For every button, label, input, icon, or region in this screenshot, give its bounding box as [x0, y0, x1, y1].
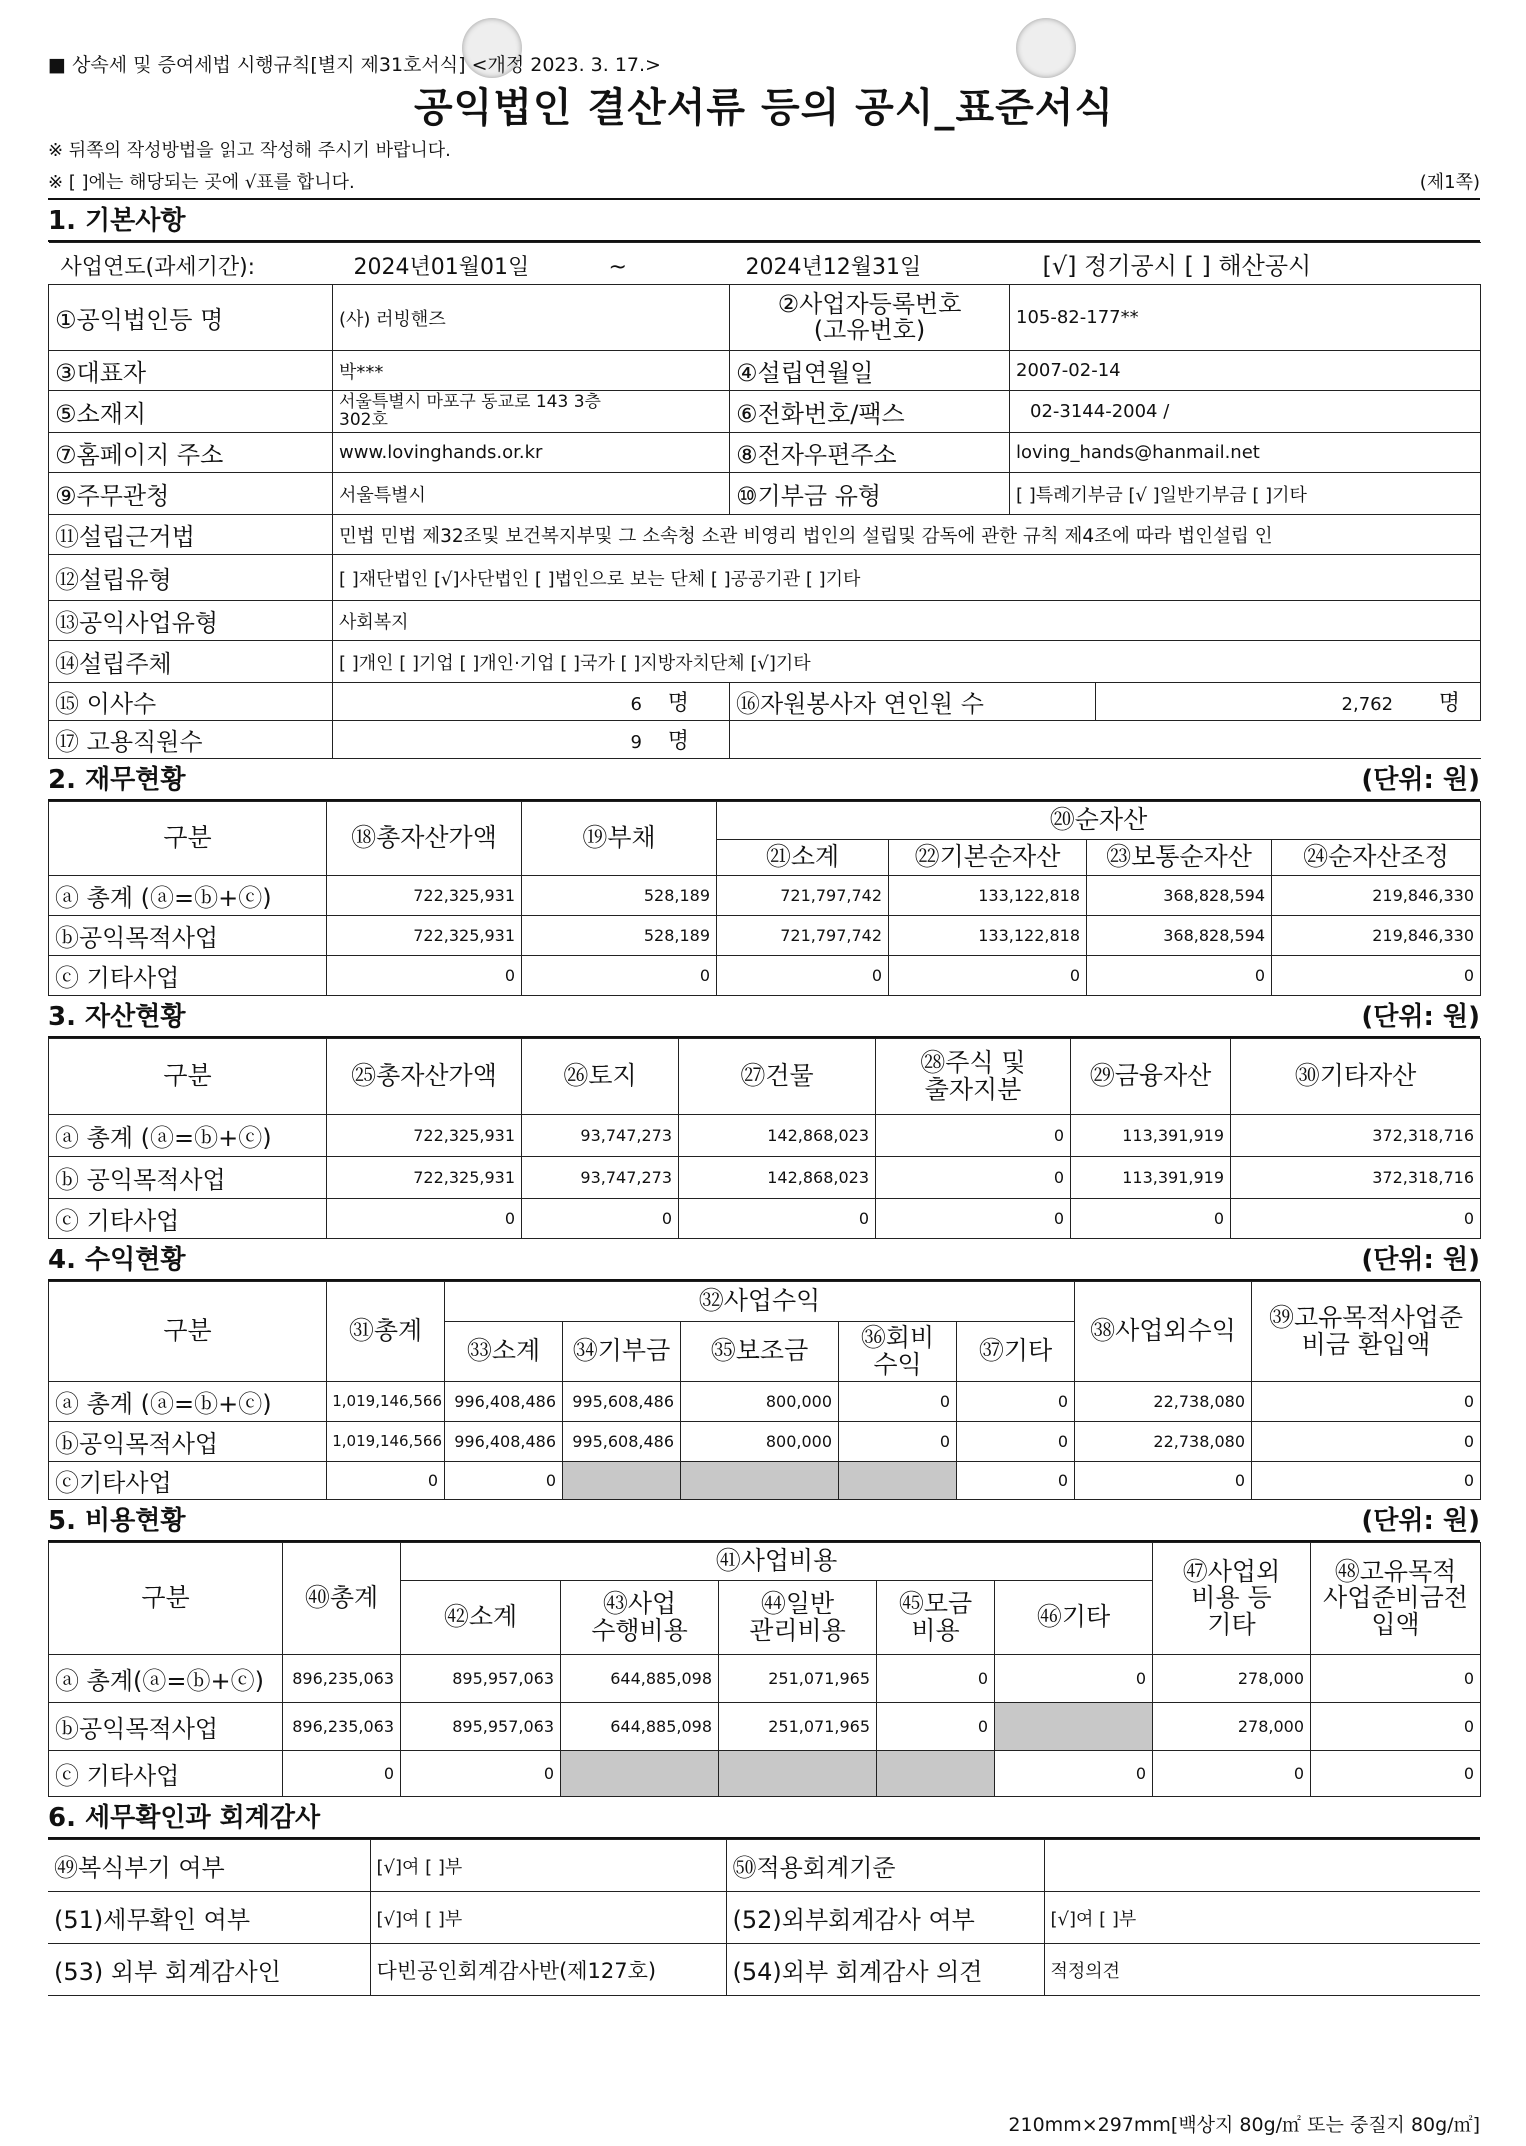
label-auditor: (53) 외부 회계감사인 [48, 1944, 370, 1996]
period-end: 2024년12월31일 [745, 255, 922, 280]
col-donations: ㉞기부금 [563, 1322, 681, 1382]
col-admin-cost: ㊹일반 관리비용 [719, 1581, 877, 1655]
double-entry: [√]여 [ ]부 [370, 1840, 726, 1892]
table-row: ⓒ 기타사업 0 0 0 0 0 0 [49, 956, 1481, 996]
label-authority: ⑨주무관청 [49, 473, 333, 515]
table-row: ⓐ 총계 (ⓐ=ⓑ+ⓒ) 722,325,931 93,747,273 142,868,023 0 113,391,919 372,318,716 [49, 1115, 1481, 1157]
col-subtotal: ㊷소계 [401, 1581, 561, 1655]
table-row: ⓐ 총계 (ⓐ=ⓑ+ⓒ) 722,325,931 528,189 721,797,742 133,122,818 368,828,594 219,846,330 [49, 876, 1481, 916]
page-number: (제1쪽) [1419, 172, 1480, 193]
address: 서울특별시 마포구 동교로 143 3층 302호 [333, 391, 730, 433]
authority: 서울특별시 [333, 473, 730, 515]
col-financial: ㉙금융자산 [1071, 1039, 1231, 1115]
homepage: www.lovinghands.or.kr [333, 433, 730, 473]
col-net-adjust: ㉔순자산조정 [1272, 840, 1481, 876]
volunteers-count: 2,762 [1341, 694, 1394, 715]
entity-name: (사) 러빙핸즈 [333, 285, 730, 351]
note-instructions: ※ 뒤쪽의 작성방법을 읽고 작성해 주시기 바랍니다. [48, 140, 451, 161]
label-entity-name: ①공익법인등 명 [49, 285, 333, 351]
employees-count: 9 [630, 732, 642, 753]
disclosure-type: [√] 정기공시 [ ] 해산공시 [1042, 252, 1312, 280]
table-row: ⓐ 총계(ⓐ=ⓑ+ⓒ) 896,235,063 895,957,063 644,885,098 251,071,965 0 0 278,000 0 [49, 1655, 1481, 1703]
col-stocks: ㉘주식 및 출자지분 [876, 1039, 1071, 1115]
directors-count: 6 [630, 694, 642, 715]
section-audit-title: 6. 세무확인과 회계감사 [48, 1797, 1480, 1839]
foundation-type: [ ]재단법인 [√]사단법인 [ ]법인으로 보는 단체 [ ]공공기관 [ ]기타 [333, 555, 1481, 601]
label-representative: ③대표자 [49, 351, 333, 391]
revenue-table [48, 1281, 1481, 1500]
biz-number: 105-82-177** [1010, 285, 1481, 351]
label-public-biz-type: ⑬공익사업유형 [49, 601, 333, 641]
representative: 박*** [333, 351, 730, 391]
table-row: ⓑ공익목적사업 896,235,063 895,957,063 644,885,098 251,071,965 0 278,000 0 [49, 1703, 1481, 1751]
col-other-assets: ㉚기타자산 [1231, 1039, 1481, 1115]
label-tax-check: (51)세무확인 여부 [48, 1892, 370, 1944]
section-financial-title: 2. 재무현황 (단위: 원) [48, 759, 1480, 801]
note-checkbox: ※ [ ]에는 해당되는 곳에 √표를 합니다. [48, 172, 355, 193]
expense-table [48, 1542, 1481, 1797]
label-foundation-type: ⑫설립유형 [49, 555, 333, 601]
table-row: ⓑ 공익목적사업 722,325,931 93,747,273 142,868,023 0 113,391,919 372,318,716 [49, 1157, 1481, 1199]
phone-fax: 02-3144-2004 / [1010, 391, 1481, 433]
paper-spec: 210mm×297mm[백상지 80g/㎡ 또는 중질지 80g/㎡] [1008, 2114, 1480, 2136]
label-phone-fax: ⑥전화번호/팩스 [730, 391, 1010, 433]
period-label: 사업연도(과세기간): [60, 255, 256, 280]
col-building: ㉗건물 [679, 1039, 876, 1115]
label-accounting-std: ㊿적용회계기준 [726, 1840, 1044, 1892]
table-row: ⓒ기타사업 0 0 0 0 0 [49, 1462, 1481, 1500]
label-email: ⑧전자우편주소 [730, 433, 1010, 473]
col-subsidy: ㉟보조금 [681, 1322, 839, 1382]
employees-unit: 명 [667, 729, 689, 754]
table-row: ⓒ 기타사업 0 0 0 0 0 [49, 1751, 1481, 1797]
col-ordinary-net: ㉓보통순자산 [1087, 840, 1272, 876]
col-gubun: 구분 [49, 1282, 327, 1382]
col-subtotal: ㉝소계 [445, 1322, 563, 1382]
col-total: ㉛총계 [327, 1282, 445, 1382]
tax-check: [√]여 [ ]부 [370, 1892, 726, 1944]
law-reference: ■ 상속세 및 증여세법 시행규칙[별지 제31호서식] <개정 2023. 3. 17.> [48, 54, 661, 76]
assets-table [48, 1038, 1481, 1239]
period-tilde: ~ [608, 255, 627, 280]
col-biz-expense: ㊶사업비용 [401, 1543, 1153, 1581]
table-row: ⓐ 총계 (ⓐ=ⓑ+ⓒ) 1,019,146,566 996,408,486 995,608,486 800,000 0 0 22,738,080 0 [49, 1382, 1481, 1422]
label-homepage: ⑦홈페이지 주소 [49, 433, 333, 473]
financial-table [48, 801, 1481, 996]
table-row: ⓒ 기타사업 0 0 0 0 0 0 [49, 1199, 1481, 1239]
col-nonbiz-expense: ㊼사업외 비용 등 기타 [1153, 1543, 1311, 1655]
section-assets-title: 3. 자산현황 (단위: 원) [48, 996, 1480, 1038]
donation-type: [ ]특례기부금 [√ ]일반기부금 [ ]기타 [1010, 473, 1481, 515]
col-reserve-reversal: ㊴고유목적사업준 비금 환입액 [1252, 1282, 1481, 1382]
label-founded: ④설립연월일 [730, 351, 1010, 391]
table-row: ⓑ공익목적사업 1,019,146,566 996,408,486 995,608,486 800,000 0 0 22,738,080 0 [49, 1422, 1481, 1462]
label-external-audit: (52)외부회계감사 여부 [726, 1892, 1044, 1944]
label-founder: ⑭설립주체 [49, 641, 333, 683]
email: loving_hands@hanmail.net [1010, 433, 1481, 473]
col-reserve-transfer: ㊽고유목적 사업준비금전 입액 [1311, 1543, 1481, 1655]
col-liabilities: ⑲부채 [522, 802, 717, 876]
section-basic-title: 1. 기본사항 [48, 200, 1480, 242]
label-employees: ⑰ 고용직원수 [49, 721, 333, 759]
audit-opinion: 적정의견 [1044, 1944, 1480, 1996]
volunteers-unit: 명 [1438, 691, 1461, 716]
form-title: 공익법인 결산서류 등의 공시_표준서식 [413, 85, 1115, 131]
col-dues: ㊱회비 수익 [839, 1322, 957, 1382]
label-biz-number: ②사업자등록번호 (고유번호) [730, 285, 1010, 351]
col-gubun: 구분 [49, 802, 327, 876]
col-other: ㊻기타 [995, 1581, 1153, 1655]
col-fundraising-cost: ㊺모금 비용 [877, 1581, 995, 1655]
col-other: ㊲기타 [957, 1322, 1075, 1382]
audit-table [48, 1839, 1480, 1996]
legal-basis: 민법 민법 제32조및 보건복지부및 그 소속청 소관 비영리 법인의 설립및 감독에 관한 규칙 제4조에 따라 법인설립 인 [333, 515, 1481, 555]
col-land: ㉖토지 [522, 1039, 679, 1115]
col-total: ㊵총계 [283, 1543, 401, 1655]
col-basic-net: ㉒기본순자산 [889, 840, 1087, 876]
label-donation-type: ⑩기부금 유형 [730, 473, 1010, 515]
accounting-std [1044, 1840, 1480, 1892]
directors-unit: 명 [667, 691, 689, 716]
section-expense-title: 5. 비용현황 (단위: 원) [48, 1500, 1480, 1542]
table-row: ⓑ공익목적사업 722,325,931 528,189 721,797,742 133,122,818 368,828,594 219,846,330 [49, 916, 1481, 956]
label-legal-basis: ⑪설립근거법 [49, 515, 333, 555]
founder: [ ]개인 [ ]기업 [ ]개인·기업 [ ]국가 [ ]지방자치단체 [√]기타 [333, 641, 1481, 683]
label-directors: ⑮ 이사수 [49, 683, 333, 721]
col-gubun: 구분 [49, 1039, 327, 1115]
col-net-assets: ⑳순자산 [717, 802, 1481, 840]
col-subtotal: ㉑소계 [717, 840, 889, 876]
col-total-assets: ⑱총자산가액 [327, 802, 522, 876]
basic-info-table [48, 242, 1481, 759]
label-volunteers: ⑯자원봉사자 연인원 수 [730, 683, 1096, 721]
external-audit: [√]여 [ ]부 [1044, 1892, 1480, 1944]
col-operation-cost: ㊸사업 수행비용 [561, 1581, 719, 1655]
founded-date: 2007-02-14 [1010, 351, 1481, 391]
col-biz-revenue: ㉜사업수익 [445, 1282, 1075, 1322]
section-revenue-title: 4. 수익현황 (단위: 원) [48, 1239, 1480, 1281]
label-double-entry: ㊾복식부기 여부 [48, 1840, 370, 1892]
col-total-assets: ㉕총자산가액 [327, 1039, 522, 1115]
form-page [48, 50, 1480, 1996]
col-gubun: 구분 [49, 1543, 283, 1655]
public-biz-type: 사회복지 [333, 601, 1481, 641]
auditor: 다빈공인회계감사반(제127호) [370, 1944, 726, 1996]
label-audit-opinion: (54)외부 회계감사 의견 [726, 1944, 1044, 1996]
label-address: ⑤소재지 [49, 391, 333, 433]
period-start: 2024년01월01일 [353, 255, 530, 280]
col-nonbiz-revenue: ㊳사업외수익 [1075, 1282, 1252, 1382]
